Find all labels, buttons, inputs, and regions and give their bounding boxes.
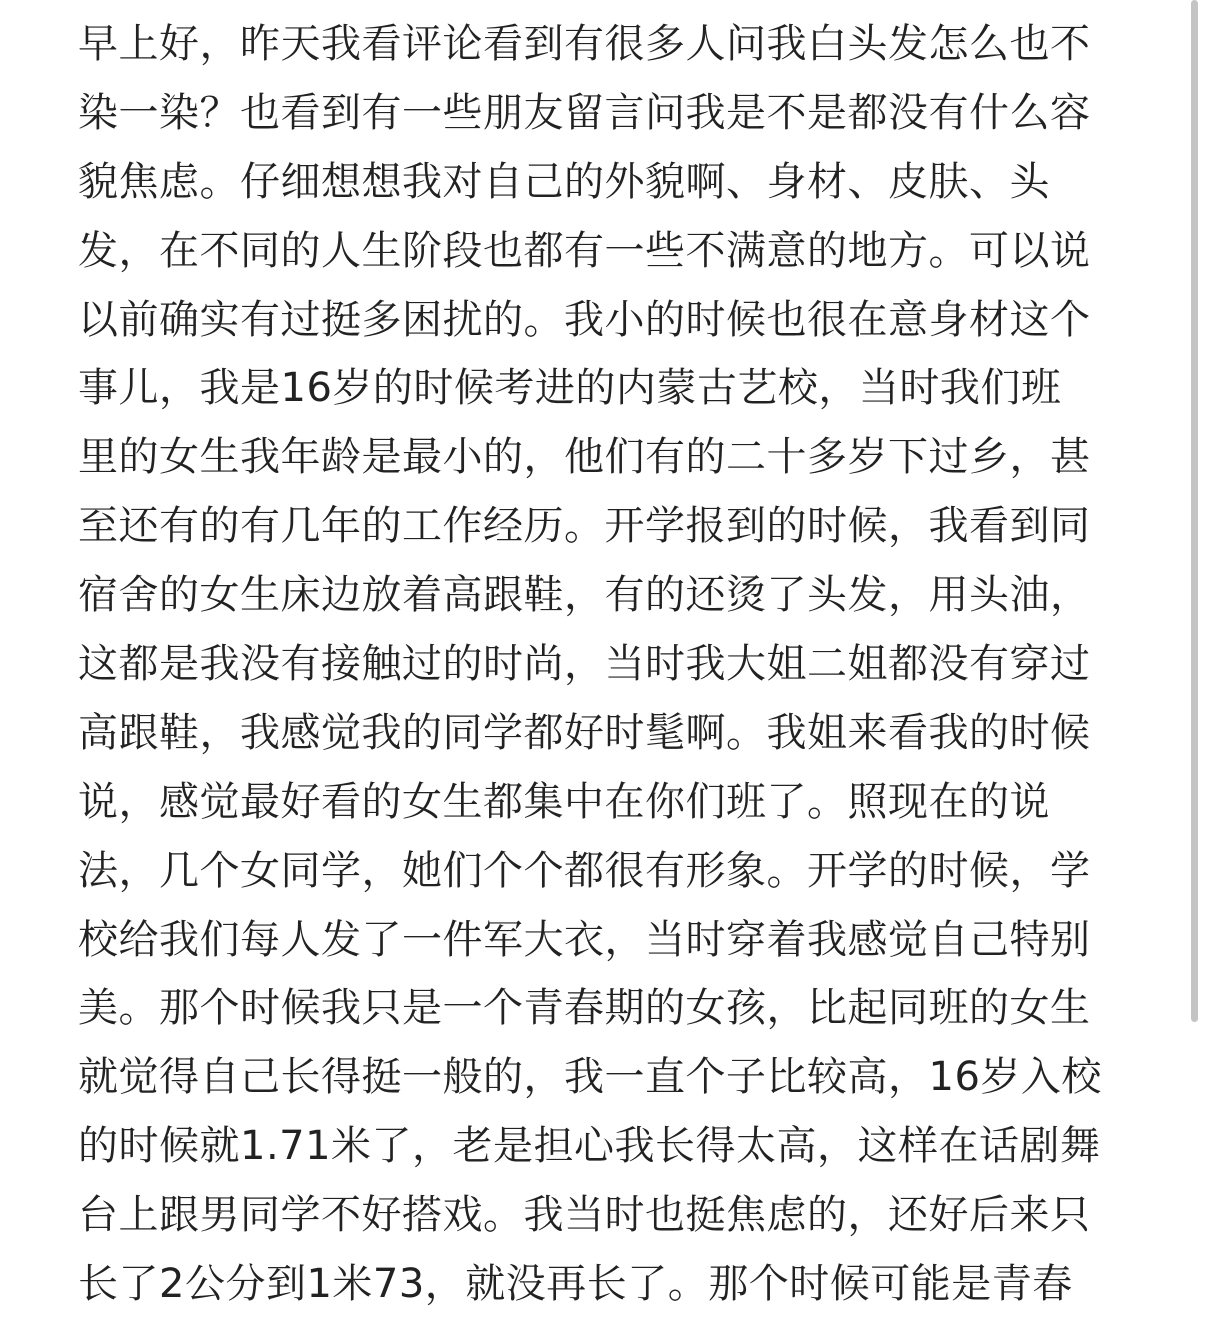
text-line: 早上好，昨天我看评论看到有很多人问我白头发怎么也不 bbox=[78, 21, 1091, 67]
text-line: 宿舍的女生床边放着高跟鞋，有的还烫了头发，用头油， bbox=[78, 572, 1091, 619]
text-line: 貌焦虑。仔细想想我对自己的外貌啊、身材、皮肤、头 bbox=[78, 158, 1050, 205]
text-line: 发，在不同的人生阶段也都有一些不满意的地方。可以说 bbox=[78, 227, 1091, 274]
text-line: 这都是我没有接触过的时尚，当时我大姐二姐都没有穿过 bbox=[78, 641, 1091, 688]
text-line: 就觉得自己长得挺一般的，我一直个子比较高，16岁入校 bbox=[78, 1054, 1102, 1101]
text-line: 至还有的有几年的工作经历。开学报到的时候，我看到同 bbox=[78, 503, 1091, 550]
text-line: 事儿，我是16岁的时候考进的内蒙古艺校，当时我们班 bbox=[78, 365, 1062, 412]
text-line: 法，几个女同学，她们个个都很有形象。开学的时候，学 bbox=[78, 847, 1091, 894]
text-line: 里的女生我年龄是最小的，他们有的二十多岁下过乡，甚 bbox=[78, 434, 1091, 481]
article-body bbox=[78, 10, 1138, 1319]
text-line: 校给我们每人发了一件军大衣，当时穿着我感觉自己特别 bbox=[78, 916, 1091, 963]
vertical-scrollbar[interactable] bbox=[1188, 0, 1200, 1335]
text-line: 染一染？也看到有一些朋友留言问我是不是都没有什么容 bbox=[78, 89, 1091, 136]
text-line: 长了2公分到1米73，就没再长了。那个时候可能是青春 bbox=[78, 1261, 1073, 1308]
text-line: 美。那个时候我只是一个青春期的女孩，比起同班的女生 bbox=[78, 985, 1091, 1032]
text-line: 以前确实有过挺多困扰的。我小的时候也很在意身材这个 bbox=[78, 296, 1091, 343]
scrollbar-thumb[interactable] bbox=[1191, 0, 1198, 1022]
text-line: 说，感觉最好看的女生都集中在你们班了。照现在的说 bbox=[78, 778, 1050, 825]
text-line: 的时候就1.71米了，老是担心我长得太高，这样在话剧舞 bbox=[78, 1123, 1101, 1170]
text-line: 高跟鞋，我感觉我的同学都好时髦啊。我姐来看我的时候 bbox=[78, 709, 1091, 756]
text-line: 台上跟男同学不好搭戏。我当时也挺焦虑的，还好后来只 bbox=[78, 1192, 1091, 1239]
